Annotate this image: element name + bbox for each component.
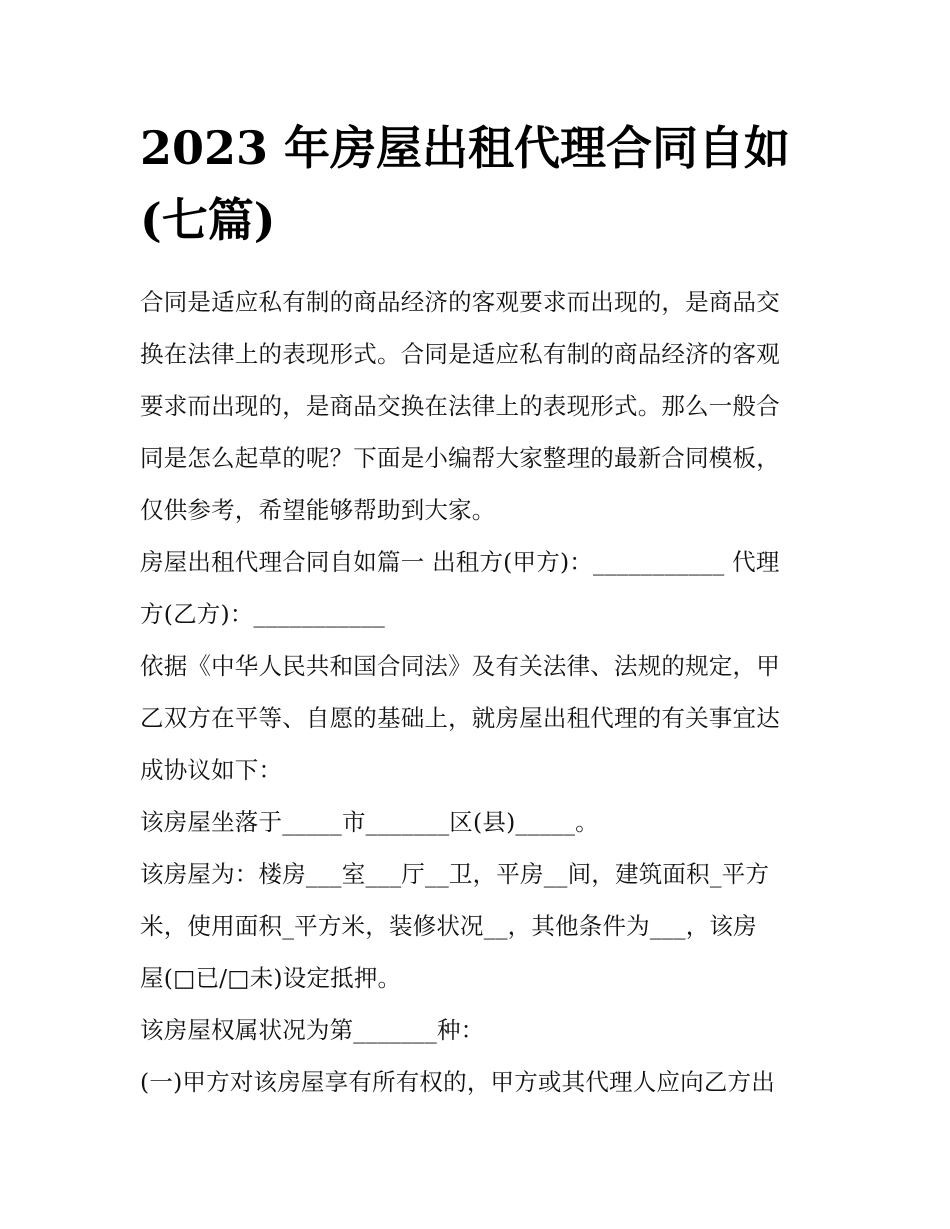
document-title	[140, 112, 830, 256]
body-line: 依据《中华人民共和国合同法》及有关法律、法规的规定，甲	[140, 652, 780, 680]
body-line: 同是怎么起草的呢？下面是小编帮大家整理的最新合同模板，	[140, 444, 780, 472]
body-line: 合同是适应私有制的商品经济的客观要求而出现的，是商品交	[140, 288, 780, 316]
body-line: 该房屋权属状况为第_______种：	[140, 1016, 485, 1044]
body-line: 换在法律上的表现形式。合同是适应私有制的商品经济的客观	[140, 340, 780, 368]
document-body	[140, 282, 830, 1114]
body-line: 该房屋为：楼房___室___厅__卫，平房__间，建筑面积_平方	[140, 860, 770, 888]
body-line: 方(乙方)：___________	[140, 600, 385, 628]
body-line: 要求而出现的，是商品交换在法律上的表现形式。那么一般合	[140, 392, 780, 420]
body-line: 房屋出租代理合同自如篇一 出租方(甲方)：___________ 代理	[140, 548, 780, 576]
title-line-1: 2023 年房屋出租代理合同自如	[140, 121, 791, 175]
body-line: 成协议如下：	[140, 756, 283, 784]
body-line: (一)甲方对该房屋享有所有权的，甲方或其代理人应向乙方出	[140, 1068, 775, 1096]
body-line: 该房屋坐落于_____市_______区(县)_____。	[140, 808, 599, 836]
body-line: 仅供参考，希望能够帮助到大家。	[140, 496, 496, 524]
body-line: 屋(□已/□未)设定抵押。	[140, 964, 402, 992]
body-line: 米，使用面积_平方米，装修状况__，其他条件为___，该房	[140, 912, 757, 940]
title-line-2: (七篇)	[140, 193, 276, 247]
body-line: 乙双方在平等、自愿的基础上，就房屋出租代理的有关事宜达	[140, 704, 780, 732]
